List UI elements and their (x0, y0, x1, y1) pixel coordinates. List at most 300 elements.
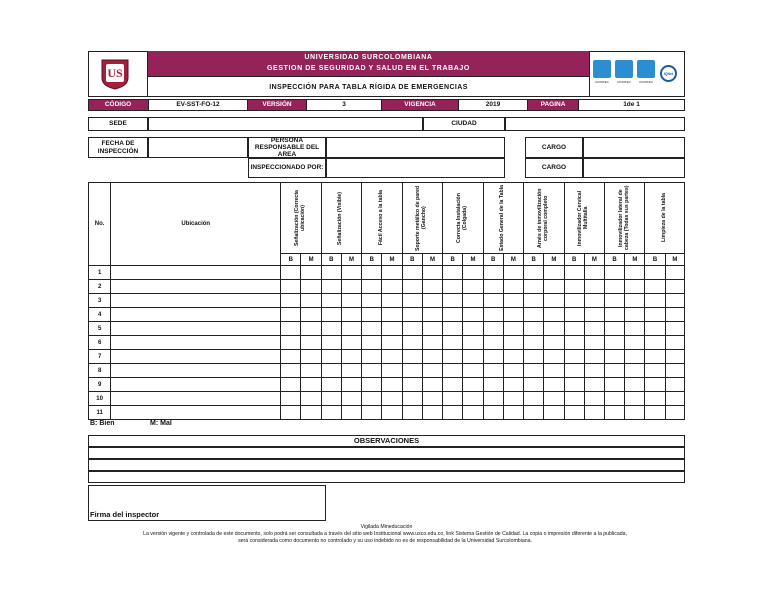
bien-check-cell[interactable] (524, 280, 544, 294)
bien-check-cell[interactable] (564, 294, 584, 308)
inspeccionado-label: INSPECCIONADO POR: (248, 158, 326, 178)
grade-label: M (551, 256, 557, 263)
mal-check-cell[interactable] (463, 392, 483, 406)
mal-check-cell[interactable] (544, 322, 564, 336)
bien-check-cell[interactable] (443, 392, 463, 406)
bien-check-cell[interactable] (321, 364, 341, 378)
mal-check-cell[interactable] (422, 364, 442, 378)
mal-check-cell[interactable] (301, 378, 321, 392)
mal-check-cell[interactable] (584, 392, 604, 406)
mal-check-cell[interactable] (382, 406, 402, 420)
grade-label: M (470, 256, 476, 263)
mal-check-cell[interactable] (463, 294, 483, 308)
mal-check-cell[interactable] (544, 378, 564, 392)
iqnet-label: IQNet (663, 71, 674, 76)
ubicacion-header (111, 183, 281, 266)
mal-check-cell[interactable] (463, 280, 483, 294)
bien-check-cell[interactable] (321, 308, 341, 322)
bien-check-cell[interactable] (524, 378, 544, 392)
mal-check-cell[interactable] (301, 392, 321, 406)
row-number-cell (89, 392, 111, 406)
mal-check-cell[interactable] (544, 336, 564, 350)
bien-check-cell[interactable] (524, 308, 544, 322)
observaciones-line-1[interactable] (88, 447, 685, 459)
table-row (89, 392, 685, 406)
bien-check-cell[interactable] (564, 322, 584, 336)
mal-check-cell[interactable] (665, 308, 684, 322)
bien-check-cell[interactable] (604, 280, 624, 294)
bien-check-cell[interactable] (402, 378, 422, 392)
bien-check-cell[interactable] (604, 392, 624, 406)
mal-check-cell[interactable] (382, 364, 402, 378)
mal-check-cell[interactable] (625, 336, 645, 350)
criteria-label: Correcta Instalación (Colgada) (455, 193, 468, 243)
bien-check-cell[interactable] (362, 364, 382, 378)
mal-check-cell[interactable] (503, 266, 523, 280)
fecha-field[interactable] (148, 137, 248, 158)
mal-check-cell[interactable] (382, 294, 402, 308)
mal-check-cell[interactable] (665, 364, 684, 378)
mal-column-header (382, 254, 402, 266)
grade-label: M (591, 256, 597, 263)
mal-check-cell[interactable] (665, 406, 684, 420)
bien-check-cell[interactable] (604, 308, 624, 322)
mal-check-cell[interactable] (625, 392, 645, 406)
bien-check-cell[interactable] (281, 364, 301, 378)
bien-check-cell[interactable] (321, 392, 341, 406)
table-row (89, 406, 685, 420)
mal-check-cell[interactable] (341, 364, 361, 378)
observaciones-line-2[interactable] (88, 459, 685, 471)
mal-check-cell[interactable] (301, 406, 321, 420)
cargo-field-2[interactable] (583, 158, 685, 178)
mal-check-cell[interactable] (301, 266, 321, 280)
mal-check-cell[interactable] (341, 392, 361, 406)
mal-check-cell[interactable] (503, 350, 523, 364)
bien-check-cell[interactable] (524, 350, 544, 364)
table-row (89, 308, 685, 322)
mal-check-cell[interactable] (665, 280, 684, 294)
bien-check-cell[interactable] (402, 350, 422, 364)
observaciones-line-3[interactable] (88, 471, 685, 483)
bien-check-cell[interactable] (281, 308, 301, 322)
mal-check-cell[interactable] (665, 350, 684, 364)
bien-check-cell[interactable] (645, 336, 665, 350)
bien-check-cell[interactable] (443, 336, 463, 350)
mal-check-cell[interactable] (503, 336, 523, 350)
bien-check-cell[interactable] (483, 294, 503, 308)
bien-check-cell[interactable] (281, 378, 301, 392)
mal-check-cell[interactable] (301, 280, 321, 294)
ubicacion-cell[interactable] (111, 280, 281, 294)
mal-check-cell[interactable] (301, 336, 321, 350)
bien-check-cell[interactable] (524, 322, 544, 336)
mal-check-cell[interactable] (422, 280, 442, 294)
sede-field[interactable] (148, 117, 423, 131)
ubicacion-cell[interactable] (111, 322, 281, 336)
bien-check-cell[interactable] (564, 308, 584, 322)
mal-check-cell[interactable] (544, 406, 564, 420)
bien-check-cell[interactable] (604, 350, 624, 364)
bien-check-cell[interactable] (645, 308, 665, 322)
mal-check-cell[interactable] (463, 378, 483, 392)
mal-check-cell[interactable] (584, 322, 604, 336)
mal-check-cell[interactable] (382, 392, 402, 406)
bien-check-cell[interactable] (483, 406, 503, 420)
bien-check-cell[interactable] (604, 336, 624, 350)
mal-check-cell[interactable] (422, 266, 442, 280)
bien-check-cell[interactable] (362, 336, 382, 350)
mal-check-cell[interactable] (665, 336, 684, 350)
mal-check-cell[interactable] (301, 294, 321, 308)
criteria-header (483, 183, 523, 254)
mal-check-cell[interactable] (584, 308, 604, 322)
bien-check-cell[interactable] (483, 392, 503, 406)
bien-check-cell[interactable] (604, 378, 624, 392)
bien-check-cell[interactable] (604, 294, 624, 308)
bien-check-cell[interactable] (524, 364, 544, 378)
form-title: INSPECCIÓN PARA TABLA RÍGIDA DE EMERGENCIAS (269, 83, 468, 91)
certificate-icon (593, 60, 611, 78)
bien-check-cell[interactable] (443, 294, 463, 308)
cert-badge-3 (636, 60, 656, 84)
bien-check-cell[interactable] (483, 364, 503, 378)
mal-check-cell[interactable] (544, 266, 564, 280)
bien-check-cell[interactable] (645, 392, 665, 406)
ubicacion-cell[interactable] (111, 392, 281, 406)
mal-check-cell[interactable] (463, 350, 483, 364)
bien-check-cell[interactable] (321, 280, 341, 294)
mal-check-cell[interactable] (544, 350, 564, 364)
bien-check-cell[interactable] (483, 336, 503, 350)
bien-check-cell[interactable] (443, 308, 463, 322)
bien-check-cell[interactable] (281, 336, 301, 350)
mal-check-cell[interactable] (625, 280, 645, 294)
bien-check-cell[interactable] (564, 336, 584, 350)
mal-check-cell[interactable] (503, 280, 523, 294)
bien-check-cell[interactable] (483, 308, 503, 322)
criteria-label: Inmovilizador Cervical Multitalla (577, 190, 590, 246)
mal-check-cell[interactable] (341, 378, 361, 392)
ubicacion-cell[interactable] (111, 336, 281, 350)
ubicacion-cell[interactable] (111, 308, 281, 322)
mal-check-cell[interactable] (341, 280, 361, 294)
bien-check-cell[interactable] (281, 280, 301, 294)
mal-column-header (301, 254, 321, 266)
mal-check-cell[interactable] (463, 322, 483, 336)
mal-check-cell[interactable] (341, 294, 361, 308)
mal-check-cell[interactable] (584, 294, 604, 308)
bien-check-cell[interactable] (362, 266, 382, 280)
mal-check-cell[interactable] (341, 350, 361, 364)
bien-check-cell[interactable] (362, 308, 382, 322)
bien-check-cell[interactable] (321, 350, 341, 364)
bien-check-cell[interactable] (524, 406, 544, 420)
bien-check-cell[interactable] (524, 392, 544, 406)
bien-check-cell[interactable] (402, 308, 422, 322)
mal-check-cell[interactable] (301, 350, 321, 364)
bien-check-cell[interactable] (645, 266, 665, 280)
bien-check-cell[interactable] (564, 406, 584, 420)
legend-mal: M: Mal (150, 420, 172, 427)
bien-check-cell[interactable] (281, 392, 301, 406)
mal-check-cell[interactable] (341, 406, 361, 420)
mal-check-cell[interactable] (422, 406, 442, 420)
bien-check-cell[interactable] (443, 266, 463, 280)
mal-check-cell[interactable] (463, 406, 483, 420)
mal-check-cell[interactable] (625, 406, 645, 420)
mal-check-cell[interactable] (625, 294, 645, 308)
bien-check-cell[interactable] (524, 336, 544, 350)
bien-check-cell[interactable] (645, 406, 665, 420)
bien-check-cell[interactable] (362, 406, 382, 420)
row-number: 1 (97, 269, 102, 276)
firma-label: Firma del inspector (90, 510, 160, 519)
bien-check-cell[interactable] (362, 350, 382, 364)
bien-check-cell[interactable] (524, 294, 544, 308)
bien-column-header (321, 254, 341, 266)
row-number-cell (89, 322, 111, 336)
mal-check-cell[interactable] (584, 266, 604, 280)
ciudad-field[interactable] (505, 117, 685, 131)
mal-check-cell[interactable] (503, 294, 523, 308)
footer-disclaimer-2: será considerada como documento no controlado y su uso indebido no es de responsabilidad de la Universidad Surcolombiana. (238, 538, 532, 544)
mal-check-cell[interactable] (422, 322, 442, 336)
mal-check-cell[interactable] (544, 294, 564, 308)
bien-check-cell[interactable] (483, 350, 503, 364)
bien-check-cell[interactable] (281, 350, 301, 364)
bien-check-cell[interactable] (564, 266, 584, 280)
legend-bien: B: Bien (90, 420, 115, 427)
mal-check-cell[interactable] (665, 392, 684, 406)
mal-check-cell[interactable] (463, 336, 483, 350)
criteria-label: Arnés de inmovilización corporal completo (536, 188, 549, 248)
bien-check-cell[interactable] (604, 364, 624, 378)
bien-check-cell[interactable] (483, 266, 503, 280)
bien-check-cell[interactable] (564, 280, 584, 294)
bien-check-cell[interactable] (524, 266, 544, 280)
cargo-field-1[interactable] (583, 137, 685, 158)
mal-check-cell[interactable] (301, 308, 321, 322)
mal-check-cell[interactable] (382, 308, 402, 322)
bien-check-cell[interactable] (281, 294, 301, 308)
mal-check-cell[interactable] (341, 322, 361, 336)
ubicacion-cell[interactable] (111, 266, 281, 280)
table-row (89, 350, 685, 364)
criteria-header (645, 183, 685, 254)
bien-check-cell[interactable] (321, 336, 341, 350)
pagina-label: PAGINA (540, 101, 566, 109)
mal-check-cell[interactable] (463, 308, 483, 322)
bien-check-cell[interactable] (645, 322, 665, 336)
grade-label: M (510, 256, 516, 263)
ubicacion-cell[interactable] (111, 350, 281, 364)
bien-check-cell[interactable] (443, 378, 463, 392)
mal-check-cell[interactable] (422, 392, 442, 406)
bien-check-cell[interactable] (402, 336, 422, 350)
bien-check-cell[interactable] (402, 280, 422, 294)
mal-check-cell[interactable] (422, 378, 442, 392)
mal-check-cell[interactable] (625, 378, 645, 392)
mal-check-cell[interactable] (422, 336, 442, 350)
bien-check-cell[interactable] (483, 322, 503, 336)
bien-check-cell[interactable] (321, 266, 341, 280)
grade-label: B (652, 256, 658, 263)
bien-check-cell[interactable] (645, 280, 665, 294)
mal-check-cell[interactable] (503, 364, 523, 378)
mal-check-cell[interactable] (301, 364, 321, 378)
grade-label: M (308, 256, 314, 263)
bien-check-cell[interactable] (402, 266, 422, 280)
mal-check-cell[interactable] (544, 280, 564, 294)
bien-check-cell[interactable] (564, 350, 584, 364)
criteria-header (443, 183, 483, 254)
mal-check-cell[interactable] (382, 280, 402, 294)
bien-check-cell[interactable] (362, 280, 382, 294)
mal-check-cell[interactable] (625, 266, 645, 280)
certificate-icon (637, 60, 655, 78)
mal-check-cell[interactable] (341, 266, 361, 280)
grade-label: M (672, 256, 678, 263)
mal-check-cell[interactable] (665, 266, 684, 280)
bien-check-cell[interactable] (321, 322, 341, 336)
mal-check-cell[interactable] (544, 308, 564, 322)
mal-check-cell[interactable] (625, 308, 645, 322)
bien-check-cell[interactable] (281, 322, 301, 336)
mal-check-cell[interactable] (503, 392, 523, 406)
table-row (89, 322, 685, 336)
mal-check-cell[interactable] (463, 266, 483, 280)
mal-check-cell[interactable] (625, 364, 645, 378)
bien-check-cell[interactable] (443, 406, 463, 420)
bien-check-cell[interactable] (604, 406, 624, 420)
bien-check-cell[interactable] (604, 266, 624, 280)
mal-check-cell[interactable] (665, 294, 684, 308)
bien-check-cell[interactable] (645, 364, 665, 378)
ubicacion-cell[interactable] (111, 406, 281, 420)
bien-check-cell[interactable] (362, 294, 382, 308)
bien-check-cell[interactable] (443, 322, 463, 336)
bien-check-cell[interactable] (362, 392, 382, 406)
bien-check-cell[interactable] (321, 294, 341, 308)
criteria-label: Soporte metálico de pared (Gancho) (415, 185, 428, 251)
bien-check-cell[interactable] (645, 350, 665, 364)
bien-check-cell[interactable] (564, 392, 584, 406)
cert-label: ICONTEC (595, 80, 609, 84)
bien-check-cell[interactable] (402, 392, 422, 406)
mal-check-cell[interactable] (382, 378, 402, 392)
mal-check-cell[interactable] (422, 350, 442, 364)
criteria-label: Fácil Acceso a la tabla (377, 190, 384, 246)
cargo-label-2: CARGO (525, 158, 583, 178)
bien-column-header (564, 254, 584, 266)
ciudad-label: CIUDAD (423, 117, 505, 131)
bien-check-cell[interactable] (362, 378, 382, 392)
bien-column-header (645, 254, 665, 266)
mal-check-cell[interactable] (503, 406, 523, 420)
cert-badge-2 (614, 60, 634, 84)
mal-check-cell[interactable] (625, 350, 645, 364)
bien-check-cell[interactable] (321, 378, 341, 392)
bien-check-cell[interactable] (564, 378, 584, 392)
bien-check-cell[interactable] (281, 406, 301, 420)
mal-check-cell[interactable] (341, 308, 361, 322)
bien-check-cell[interactable] (564, 364, 584, 378)
mal-check-cell[interactable] (503, 322, 523, 336)
bien-column-header (281, 254, 301, 266)
mal-check-cell[interactable] (584, 336, 604, 350)
responsable-field[interactable] (326, 137, 505, 158)
bien-check-cell[interactable] (402, 322, 422, 336)
mal-check-cell[interactable] (584, 280, 604, 294)
inspeccionado-field[interactable] (326, 158, 505, 178)
mal-check-cell[interactable] (463, 364, 483, 378)
mal-check-cell[interactable] (301, 322, 321, 336)
mal-check-cell[interactable] (665, 378, 684, 392)
row-number: 4 (97, 311, 102, 318)
mal-check-cell[interactable] (665, 322, 684, 336)
mal-check-cell[interactable] (584, 378, 604, 392)
bien-check-cell[interactable] (402, 364, 422, 378)
mal-check-cell[interactable] (584, 364, 604, 378)
row-number: 6 (97, 339, 102, 346)
bien-check-cell[interactable] (645, 378, 665, 392)
bien-check-cell[interactable] (321, 406, 341, 420)
bien-check-cell[interactable] (443, 350, 463, 364)
row-number: 8 (97, 367, 102, 374)
bien-check-cell[interactable] (604, 322, 624, 336)
mal-check-cell[interactable] (382, 350, 402, 364)
mal-check-cell[interactable] (544, 364, 564, 378)
mal-check-cell[interactable] (503, 378, 523, 392)
mal-check-cell[interactable] (341, 336, 361, 350)
vigencia-label: VIGENCIA (404, 101, 436, 109)
row-number: 9 (97, 381, 102, 388)
mal-check-cell[interactable] (382, 322, 402, 336)
bien-check-cell[interactable] (443, 364, 463, 378)
mal-check-cell[interactable] (503, 308, 523, 322)
grade-label: M (429, 256, 435, 263)
mal-check-cell[interactable] (544, 392, 564, 406)
mal-check-cell[interactable] (382, 336, 402, 350)
ubicacion-cell[interactable] (111, 294, 281, 308)
bien-check-cell[interactable] (402, 294, 422, 308)
row-number: 5 (97, 325, 102, 332)
mal-check-cell[interactable] (382, 266, 402, 280)
bien-check-cell[interactable] (443, 280, 463, 294)
mal-check-cell[interactable] (422, 308, 442, 322)
fecha-label: FECHA DE INSPECCIÓN (88, 137, 148, 158)
mal-check-cell[interactable] (625, 322, 645, 336)
mal-check-cell[interactable] (422, 294, 442, 308)
row-number-cell (89, 266, 111, 280)
bien-column-header (443, 254, 463, 266)
mal-check-cell[interactable] (584, 350, 604, 364)
bien-check-cell[interactable] (362, 322, 382, 336)
criteria-label: Inmovilizador lateral de cabeza (Todas sus partes) (617, 185, 630, 251)
mal-check-cell[interactable] (584, 406, 604, 420)
ubicacion-cell[interactable] (111, 364, 281, 378)
cert-label: ICONTEC (617, 80, 631, 84)
bien-check-cell[interactable] (483, 378, 503, 392)
bien-check-cell[interactable] (483, 280, 503, 294)
row-number-cell (89, 364, 111, 378)
bien-check-cell[interactable] (402, 406, 422, 420)
bien-check-cell[interactable] (281, 266, 301, 280)
ubicacion-cell[interactable] (111, 378, 281, 392)
bien-column-header (402, 254, 422, 266)
bien-check-cell[interactable] (645, 294, 665, 308)
